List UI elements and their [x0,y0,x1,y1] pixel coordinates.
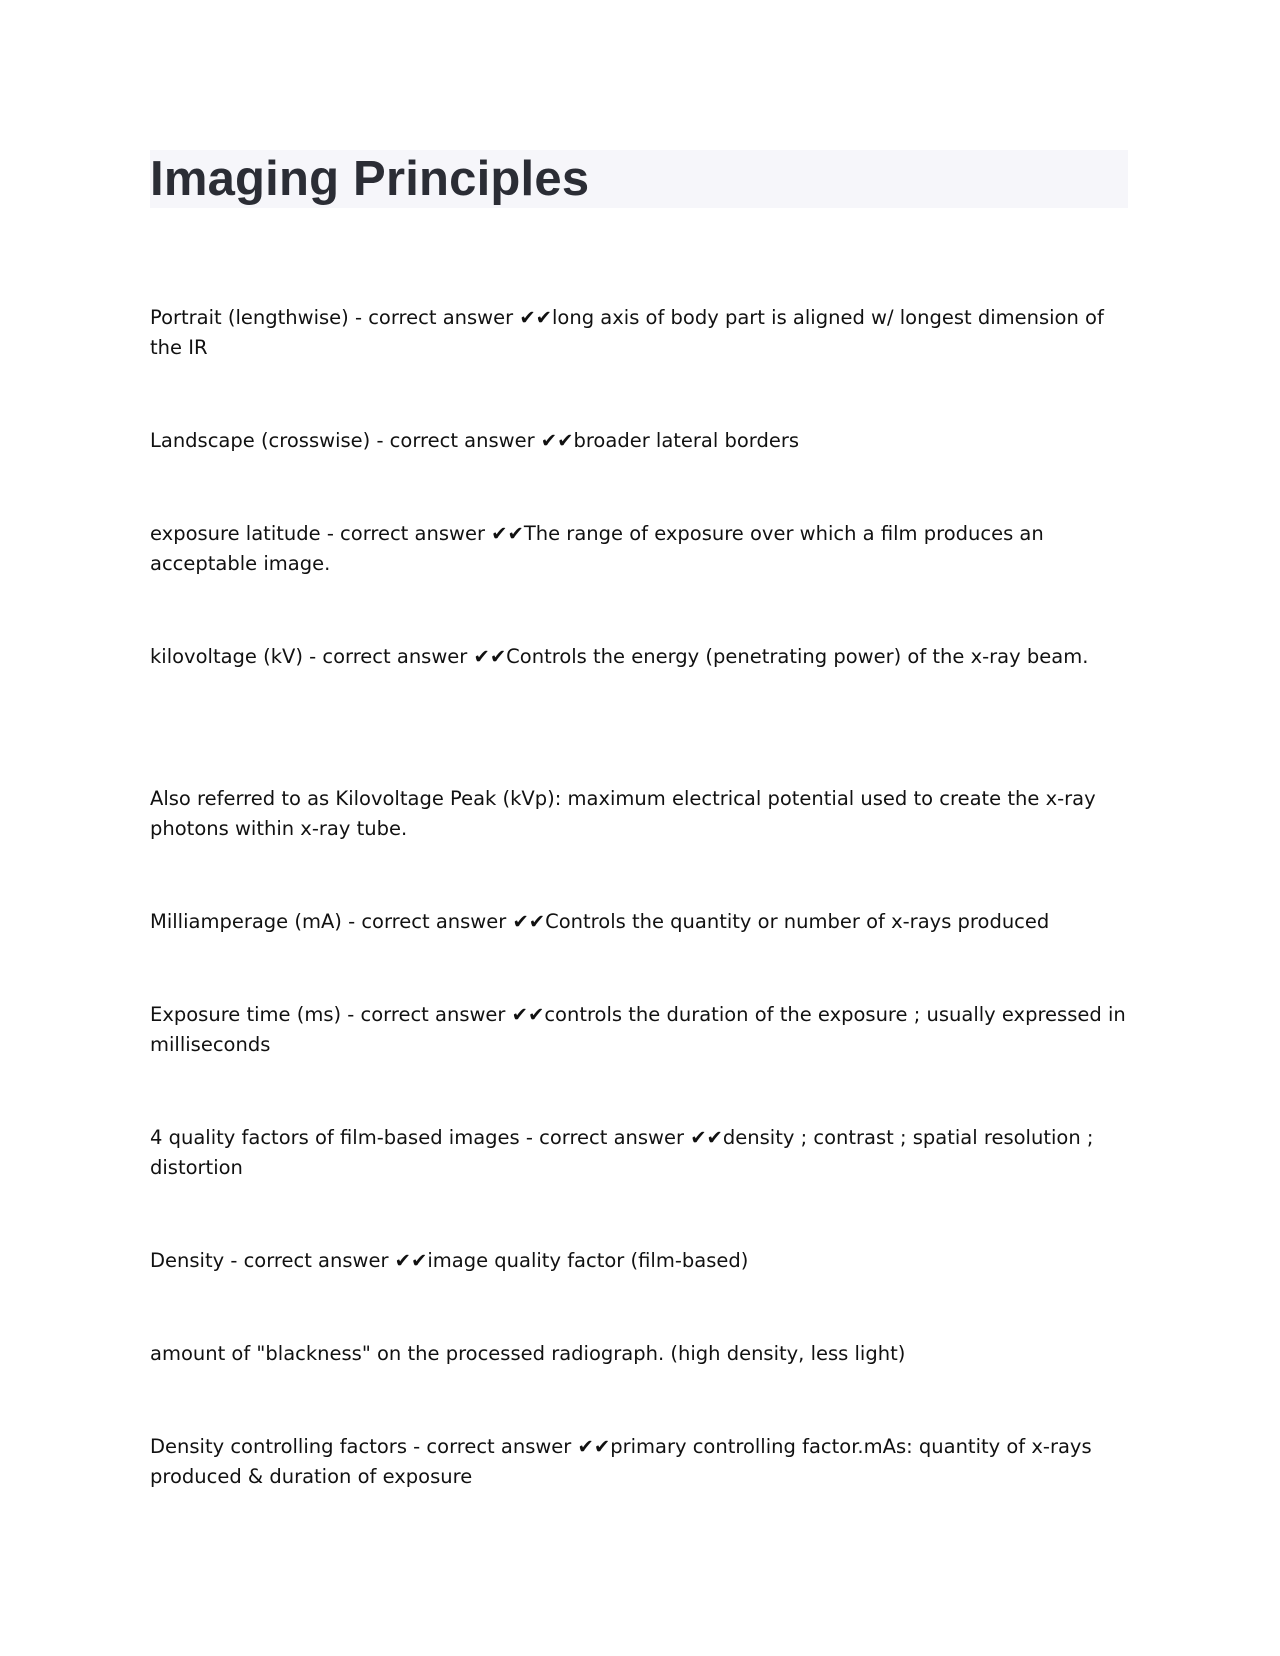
entry-exposure-time: Exposure time (ms) - correct answer ✔✔controls the duration of the exposure ; usually expressed in milliseconds [150,1003,1126,1056]
entry-kvp-note: Also referred to as Kilovoltage Peak (kVp): maximum electrical potential used to create the x-ray photons within x-ray tube. [150,787,1096,840]
entry-portrait: Portrait (lengthwise) - correct answer ✔✔long axis of body part is aligned w/ longest dimension of the IR [150,306,1104,359]
title-bar [150,150,1128,208]
entry-density-controlling-factors: Density controlling factors - correct answer ✔✔primary controlling factor.mAs: quantity of x-rays produced & duration of exposure [150,1435,1092,1488]
entry-density: Density - correct answer ✔✔image quality factor (film-based) [150,1249,749,1272]
entry-kilovoltage: kilovoltage (kV) - correct answer ✔✔Controls the energy (penetrating power) of the x-ray beam. [150,645,1089,668]
entry-list [150,303,1128,1492]
entry-quality-factors: 4 quality factors of film-based images - correct answer ✔✔density ; contrast ; spatial resolution ; distortion [150,1126,1094,1179]
entry-density-description: amount of "blackness" on the processed radiograph. (high density, less light) [150,1342,906,1365]
entry-exposure-latitude: exposure latitude - correct answer ✔✔The range of exposure over which a film produces an acceptable image. [150,522,1044,575]
document-title: Imaging Principles [150,152,590,206]
entry-milliamperage: Milliamperage (mA) - correct answer ✔✔Controls the quantity or number of x-rays produced [150,910,1050,933]
document-page [150,150,1128,1555]
entry-landscape: Landscape (crosswise) - correct answer ✔✔broader lateral borders [150,429,800,452]
